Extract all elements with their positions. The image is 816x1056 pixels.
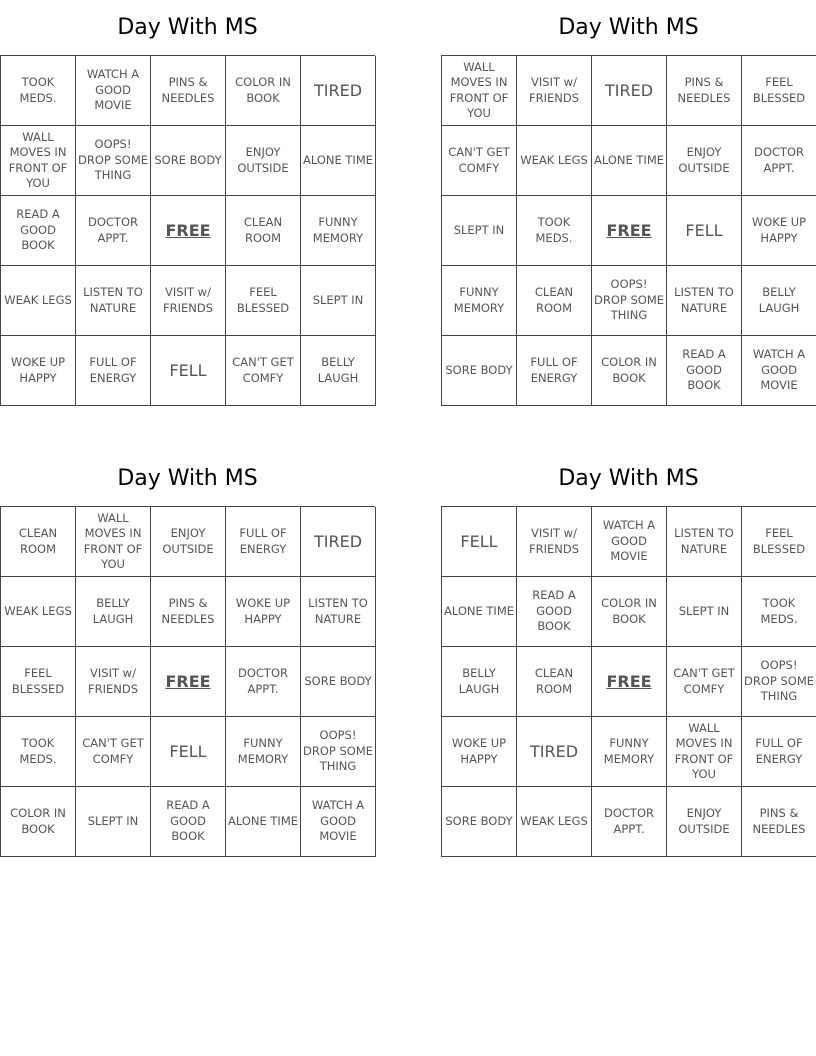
bingo-cell: SORE BODY: [442, 787, 517, 857]
bingo-cell: SORE BODY: [151, 126, 226, 196]
bingo-cell: READ A GOOD BOOK: [667, 336, 742, 406]
bingo-cell: ENJOY OUTSIDE: [226, 126, 301, 196]
bingo-cell: OOPS! DROP SOME THING: [76, 126, 151, 196]
bingo-cell: FULL OF ENERGY: [76, 336, 151, 406]
bingo-cell: TIRED: [592, 56, 667, 126]
free-space: FREE: [592, 647, 667, 717]
bingo-cell: SLEPT IN: [76, 787, 151, 857]
bingo-cell: WEAK LEGS: [1, 577, 76, 647]
card-title: Day With MS: [117, 466, 258, 491]
free-space: FREE: [151, 647, 226, 717]
bingo-cell: ENJOY OUTSIDE: [667, 126, 742, 196]
bingo-cell: FELL: [151, 336, 226, 406]
bingo-cell: FULL OF ENERGY: [517, 336, 592, 406]
bingo-cell: DOCTOR APPT.: [592, 787, 667, 857]
free-space: FREE: [151, 196, 226, 266]
bingo-cell: VISIT w/ FRIENDS: [517, 56, 592, 126]
bingo-cell: WALL MOVES IN FRONT OF YOU: [667, 717, 742, 787]
bingo-cell: WEAK LEGS: [1, 266, 76, 336]
bingo-cell: TIRED: [301, 56, 376, 126]
bingo-cell: COLOR IN BOOK: [592, 336, 667, 406]
bingo-cell: ALONE TIME: [301, 126, 376, 196]
bingo-cell: FEEL BLESSED: [1, 647, 76, 717]
bingo-cell: ENJOY OUTSIDE: [151, 507, 226, 577]
bingo-card: [0, 451, 375, 857]
bingo-cell: FUNNY MEMORY: [592, 717, 667, 787]
bingo-cell: BELLY LAUGH: [76, 577, 151, 647]
bingo-cell: ALONE TIME: [442, 577, 517, 647]
bingo-cell: READ A GOOD BOOK: [151, 787, 226, 857]
bingo-cell: FELL: [442, 507, 517, 577]
bingo-cell: COLOR IN BOOK: [226, 56, 301, 126]
bingo-cell: OOPS! DROP SOME THING: [742, 647, 816, 717]
bingo-grid: [0, 55, 375, 406]
bingo-cell: FEEL BLESSED: [226, 266, 301, 336]
bingo-cell: VISIT w/ FRIENDS: [76, 647, 151, 717]
bingo-cell: WOKE UP HAPPY: [226, 577, 301, 647]
bingo-cell: PINS & NEEDLES: [667, 56, 742, 126]
bingo-grid: [441, 506, 816, 857]
bingo-cell: VISIT w/ FRIENDS: [517, 507, 592, 577]
card-title: Day With MS: [117, 15, 258, 40]
bingo-cell: FELL: [667, 196, 742, 266]
bingo-cell: TIRED: [301, 507, 376, 577]
bingo-cell: LISTEN TO NATURE: [667, 507, 742, 577]
bingo-cell: OOPS! DROP SOME THING: [301, 717, 376, 787]
bingo-cell: VISIT w/ FRIENDS: [151, 266, 226, 336]
bingo-cell: COLOR IN BOOK: [592, 577, 667, 647]
bingo-cell: WATCH A GOOD MOVIE: [742, 336, 816, 406]
bingo-cell: SORE BODY: [301, 647, 376, 717]
bingo-cell: PINS & NEEDLES: [151, 56, 226, 126]
bingo-cell: WEAK LEGS: [517, 126, 592, 196]
bingo-cell: ALONE TIME: [592, 126, 667, 196]
bingo-cell: ALONE TIME: [226, 787, 301, 857]
card-title: Day With MS: [558, 15, 699, 40]
bingo-cell: FULL OF ENERGY: [226, 507, 301, 577]
bingo-cell: WOKE UP HAPPY: [442, 717, 517, 787]
bingo-cell: WATCH A GOOD MOVIE: [592, 507, 667, 577]
bingo-cell: FELL: [151, 717, 226, 787]
bingo-cell: BELLY LAUGH: [442, 647, 517, 717]
bingo-cell: CAN'T GET COMFY: [442, 126, 517, 196]
card-title: Day With MS: [558, 466, 699, 491]
bingo-cell: CAN'T GET COMFY: [76, 717, 151, 787]
bingo-cell: SORE BODY: [442, 336, 517, 406]
bingo-cell: WOKE UP HAPPY: [1, 336, 76, 406]
bingo-card: [0, 0, 375, 406]
bingo-cell: LISTEN TO NATURE: [301, 577, 376, 647]
bingo-cell: PINS & NEEDLES: [742, 787, 816, 857]
bingo-cell: PINS & NEEDLES: [151, 577, 226, 647]
bingo-cell: CLEAN ROOM: [517, 647, 592, 717]
bingo-cell: DOCTOR APPT.: [226, 647, 301, 717]
bingo-cell: TOOK MEDS.: [1, 56, 76, 126]
bingo-cell: CLEAN ROOM: [1, 507, 76, 577]
bingo-card: [441, 0, 816, 406]
bingo-cell: SLEPT IN: [301, 266, 376, 336]
bingo-cell: TIRED: [517, 717, 592, 787]
bingo-cell: CAN'T GET COMFY: [226, 336, 301, 406]
bingo-cell: FUNNY MEMORY: [301, 196, 376, 266]
bingo-cell: BELLY LAUGH: [742, 266, 816, 336]
bingo-cell: WALL MOVES IN FRONT OF YOU: [442, 56, 517, 126]
bingo-cell: CAN'T GET COMFY: [667, 647, 742, 717]
bingo-cell: CLEAN ROOM: [517, 266, 592, 336]
bingo-cell: WATCH A GOOD MOVIE: [76, 56, 151, 126]
bingo-cell: TOOK MEDS.: [517, 196, 592, 266]
bingo-cell: WATCH A GOOD MOVIE: [301, 787, 376, 857]
bingo-cell: TOOK MEDS.: [1, 717, 76, 787]
bingo-cell: LISTEN TO NATURE: [76, 266, 151, 336]
free-space: FREE: [592, 196, 667, 266]
bingo-cell: FEEL BLESSED: [742, 507, 816, 577]
bingo-cell: FULL OF ENERGY: [742, 717, 816, 787]
bingo-cell: TOOK MEDS.: [742, 577, 816, 647]
bingo-cell: SLEPT IN: [667, 577, 742, 647]
bingo-cell: DOCTOR APPT.: [76, 196, 151, 266]
bingo-cell: SLEPT IN: [442, 196, 517, 266]
bingo-cell: READ A GOOD BOOK: [517, 577, 592, 647]
bingo-cell: LISTEN TO NATURE: [667, 266, 742, 336]
bingo-cell: CLEAN ROOM: [226, 196, 301, 266]
bingo-grid: [441, 55, 816, 406]
bingo-cell: WALL MOVES IN FRONT OF YOU: [1, 126, 76, 196]
bingo-cell: FEEL BLESSED: [742, 56, 816, 126]
bingo-cell: DOCTOR APPT.: [742, 126, 816, 196]
bingo-cell: FUNNY MEMORY: [226, 717, 301, 787]
bingo-cell: WEAK LEGS: [517, 787, 592, 857]
bingo-cell: READ A GOOD BOOK: [1, 196, 76, 266]
bingo-cell: OOPS! DROP SOME THING: [592, 266, 667, 336]
bingo-cell: BELLY LAUGH: [301, 336, 376, 406]
bingo-cell: WOKE UP HAPPY: [742, 196, 816, 266]
bingo-cell: WALL MOVES IN FRONT OF YOU: [76, 507, 151, 577]
bingo-cell: COLOR IN BOOK: [1, 787, 76, 857]
bingo-cell: FUNNY MEMORY: [442, 266, 517, 336]
bingo-card: [441, 451, 816, 857]
bingo-grid: [0, 506, 375, 857]
bingo-cell: ENJOY OUTSIDE: [667, 787, 742, 857]
